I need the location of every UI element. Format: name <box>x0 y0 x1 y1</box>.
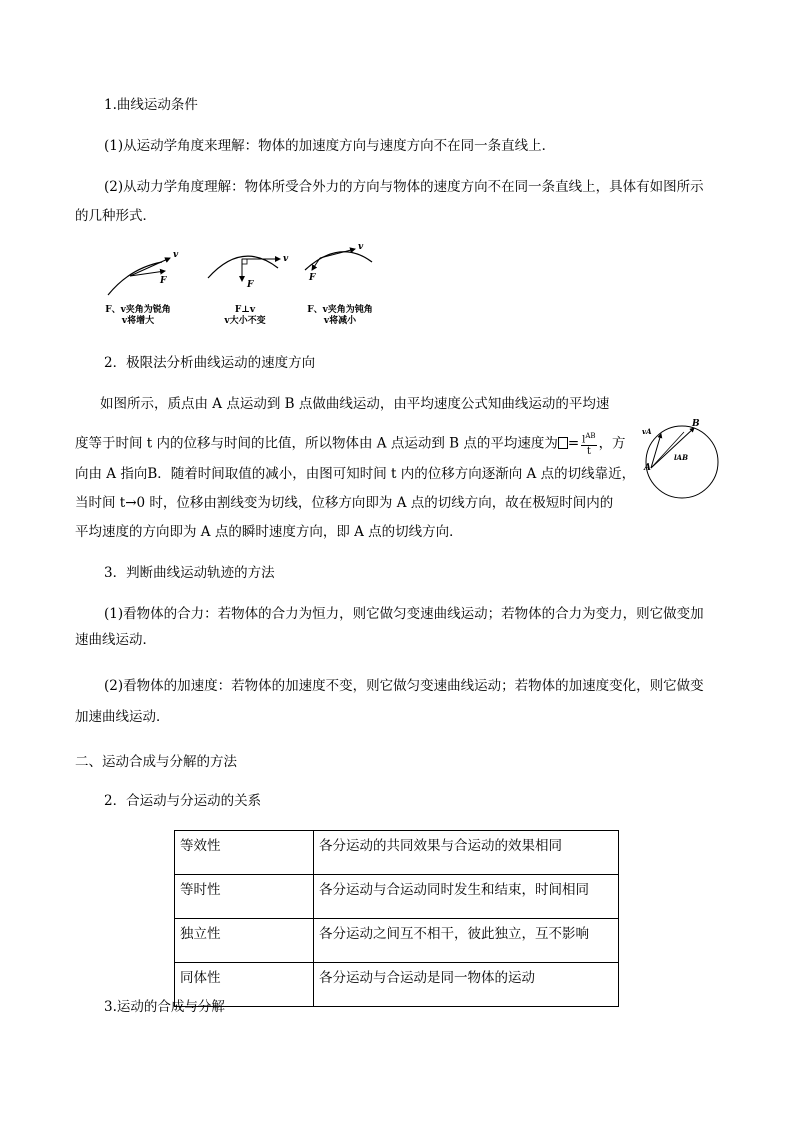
table-value: 各分运动之间互不相干，彼此独立，互不影响 <box>314 919 619 963</box>
limit-text-line5: 平均速度的方向即为 A 点的瞬时速度方向，即 A 点的切线方向． <box>75 524 463 540</box>
curve-3 <box>305 252 372 270</box>
acceleration-line1: (2)看物体的加速度：若物体的加速度不变，则它做匀变速曲线运动；若物体的加速度变化，则它做变 <box>104 678 704 694</box>
paragraph-dynamics-line2: 的几种形式． <box>75 208 156 224</box>
limit-method-figure <box>638 412 723 502</box>
table-key: 等效性 <box>175 831 314 875</box>
F-label-2: F <box>247 280 254 290</box>
table-value: 各分运动的共同效果与合运动的效果相同 <box>314 831 619 875</box>
F-label-1: F <box>160 276 167 286</box>
A-label: A <box>644 463 651 473</box>
heading-limit-method: 2．极限法分析曲线运动的速度方向 <box>104 355 316 371</box>
limit-text-line2 <box>75 431 626 457</box>
subheading-composition: 3.运动的合成与分解 <box>104 999 225 1015</box>
v-label-3: v <box>358 242 364 252</box>
v-label-1: v <box>173 250 179 260</box>
relation-table <box>174 830 619 1007</box>
caption-acute-line2: v将增大 <box>121 316 155 326</box>
table-key: 独立性 <box>175 919 314 963</box>
B-label: B <box>692 419 700 429</box>
frac-den: t <box>586 446 591 458</box>
caption-acute <box>98 305 178 327</box>
limit-text-line4: 当时间 t→0 时，位移由割线变为切线，位移方向即为 A 点的切线方向，故在极短时间内的 <box>75 495 614 511</box>
v-label-2: v <box>283 254 289 264</box>
avg-velocity-symbol <box>558 437 568 449</box>
frac-num-sub: AB <box>585 432 596 440</box>
curve-1 <box>108 262 162 295</box>
frac-num: l <box>582 434 586 446</box>
table-value: 各分运动与合运动是同一物体的运动 <box>314 963 619 1007</box>
formula-fraction <box>581 431 596 457</box>
force-arrow-3 <box>312 258 320 270</box>
limit-text-line2c: ，方 <box>598 435 626 452</box>
vA-label: vA <box>642 427 652 436</box>
chord-AB <box>651 428 694 468</box>
lAB-label: lAB <box>674 453 689 462</box>
caption-obtuse-line1: F、v夹角为钝角 <box>307 305 373 315</box>
F-label-3: F <box>309 273 316 283</box>
table-row <box>175 875 619 919</box>
net-force-line2: 速曲线运动． <box>75 632 156 648</box>
caption-acute-line1: F、v夹角为锐角 <box>105 305 171 315</box>
heading-curve-conditions: 1.曲线运动条件 <box>104 97 198 113</box>
paragraph-kinematics: (1)从运动学角度来理解：物体的加速度方向与速度方向不在同一条直线上． <box>104 138 556 154</box>
caption-obtuse <box>300 305 380 327</box>
caption-perpendicular-line2: v大小不变 <box>224 316 266 326</box>
net-force-line1: (1)看物体的合力：若物体的合力为恒力，则它做匀变速曲线运动；若物体的合力为变力，则它做变加 <box>104 606 704 622</box>
table-key: 同体性 <box>175 963 314 1007</box>
heading-composition: 二、运动合成与分解的方法 <box>75 754 237 770</box>
table-value: 各分运动与合运动同时发生和结束，时间相同 <box>314 875 619 919</box>
paragraph-dynamics-line1: (2)从动力学角度理解：物体所受合外力的方向与物体的速度方向不在同一条直线上，具体有如图所示 <box>104 179 704 195</box>
velocity-arrow-3 <box>320 249 355 258</box>
heading-trajectory-method: 3．判断曲线运动轨迹的方法 <box>104 565 275 581</box>
limit-text-line2a: 度等于时间 t 内的位移与时间的比值，所以物体由 A 点运动到 B 点的平均速度为 <box>75 435 558 452</box>
equals-sign: = <box>567 435 580 452</box>
limit-text-line3: 向由 A 指向B．随着时间取值的减小，由图可知时间 t 内的位移方向逐渐向 A 点的切线靠近， <box>75 466 636 482</box>
caption-perpendicular <box>205 305 285 327</box>
caption-obtuse-line2: v将减小 <box>323 316 357 326</box>
table-row <box>175 831 619 875</box>
right-angle-mark <box>242 259 247 264</box>
table-row <box>175 919 619 963</box>
limit-text-line1: 如图所示，质点由 A 点运动到 B 点做曲线运动，由平均速度公式知曲线运动的平均速 <box>100 396 610 412</box>
caption-perpendicular-line1: F⊥v <box>234 305 256 315</box>
table-key: 等时性 <box>175 875 314 919</box>
table-row <box>175 963 619 1007</box>
subheading-relation: 2．合运动与分运动的关系 <box>104 793 262 809</box>
acceleration-line2: 加速曲线运动． <box>75 709 170 725</box>
